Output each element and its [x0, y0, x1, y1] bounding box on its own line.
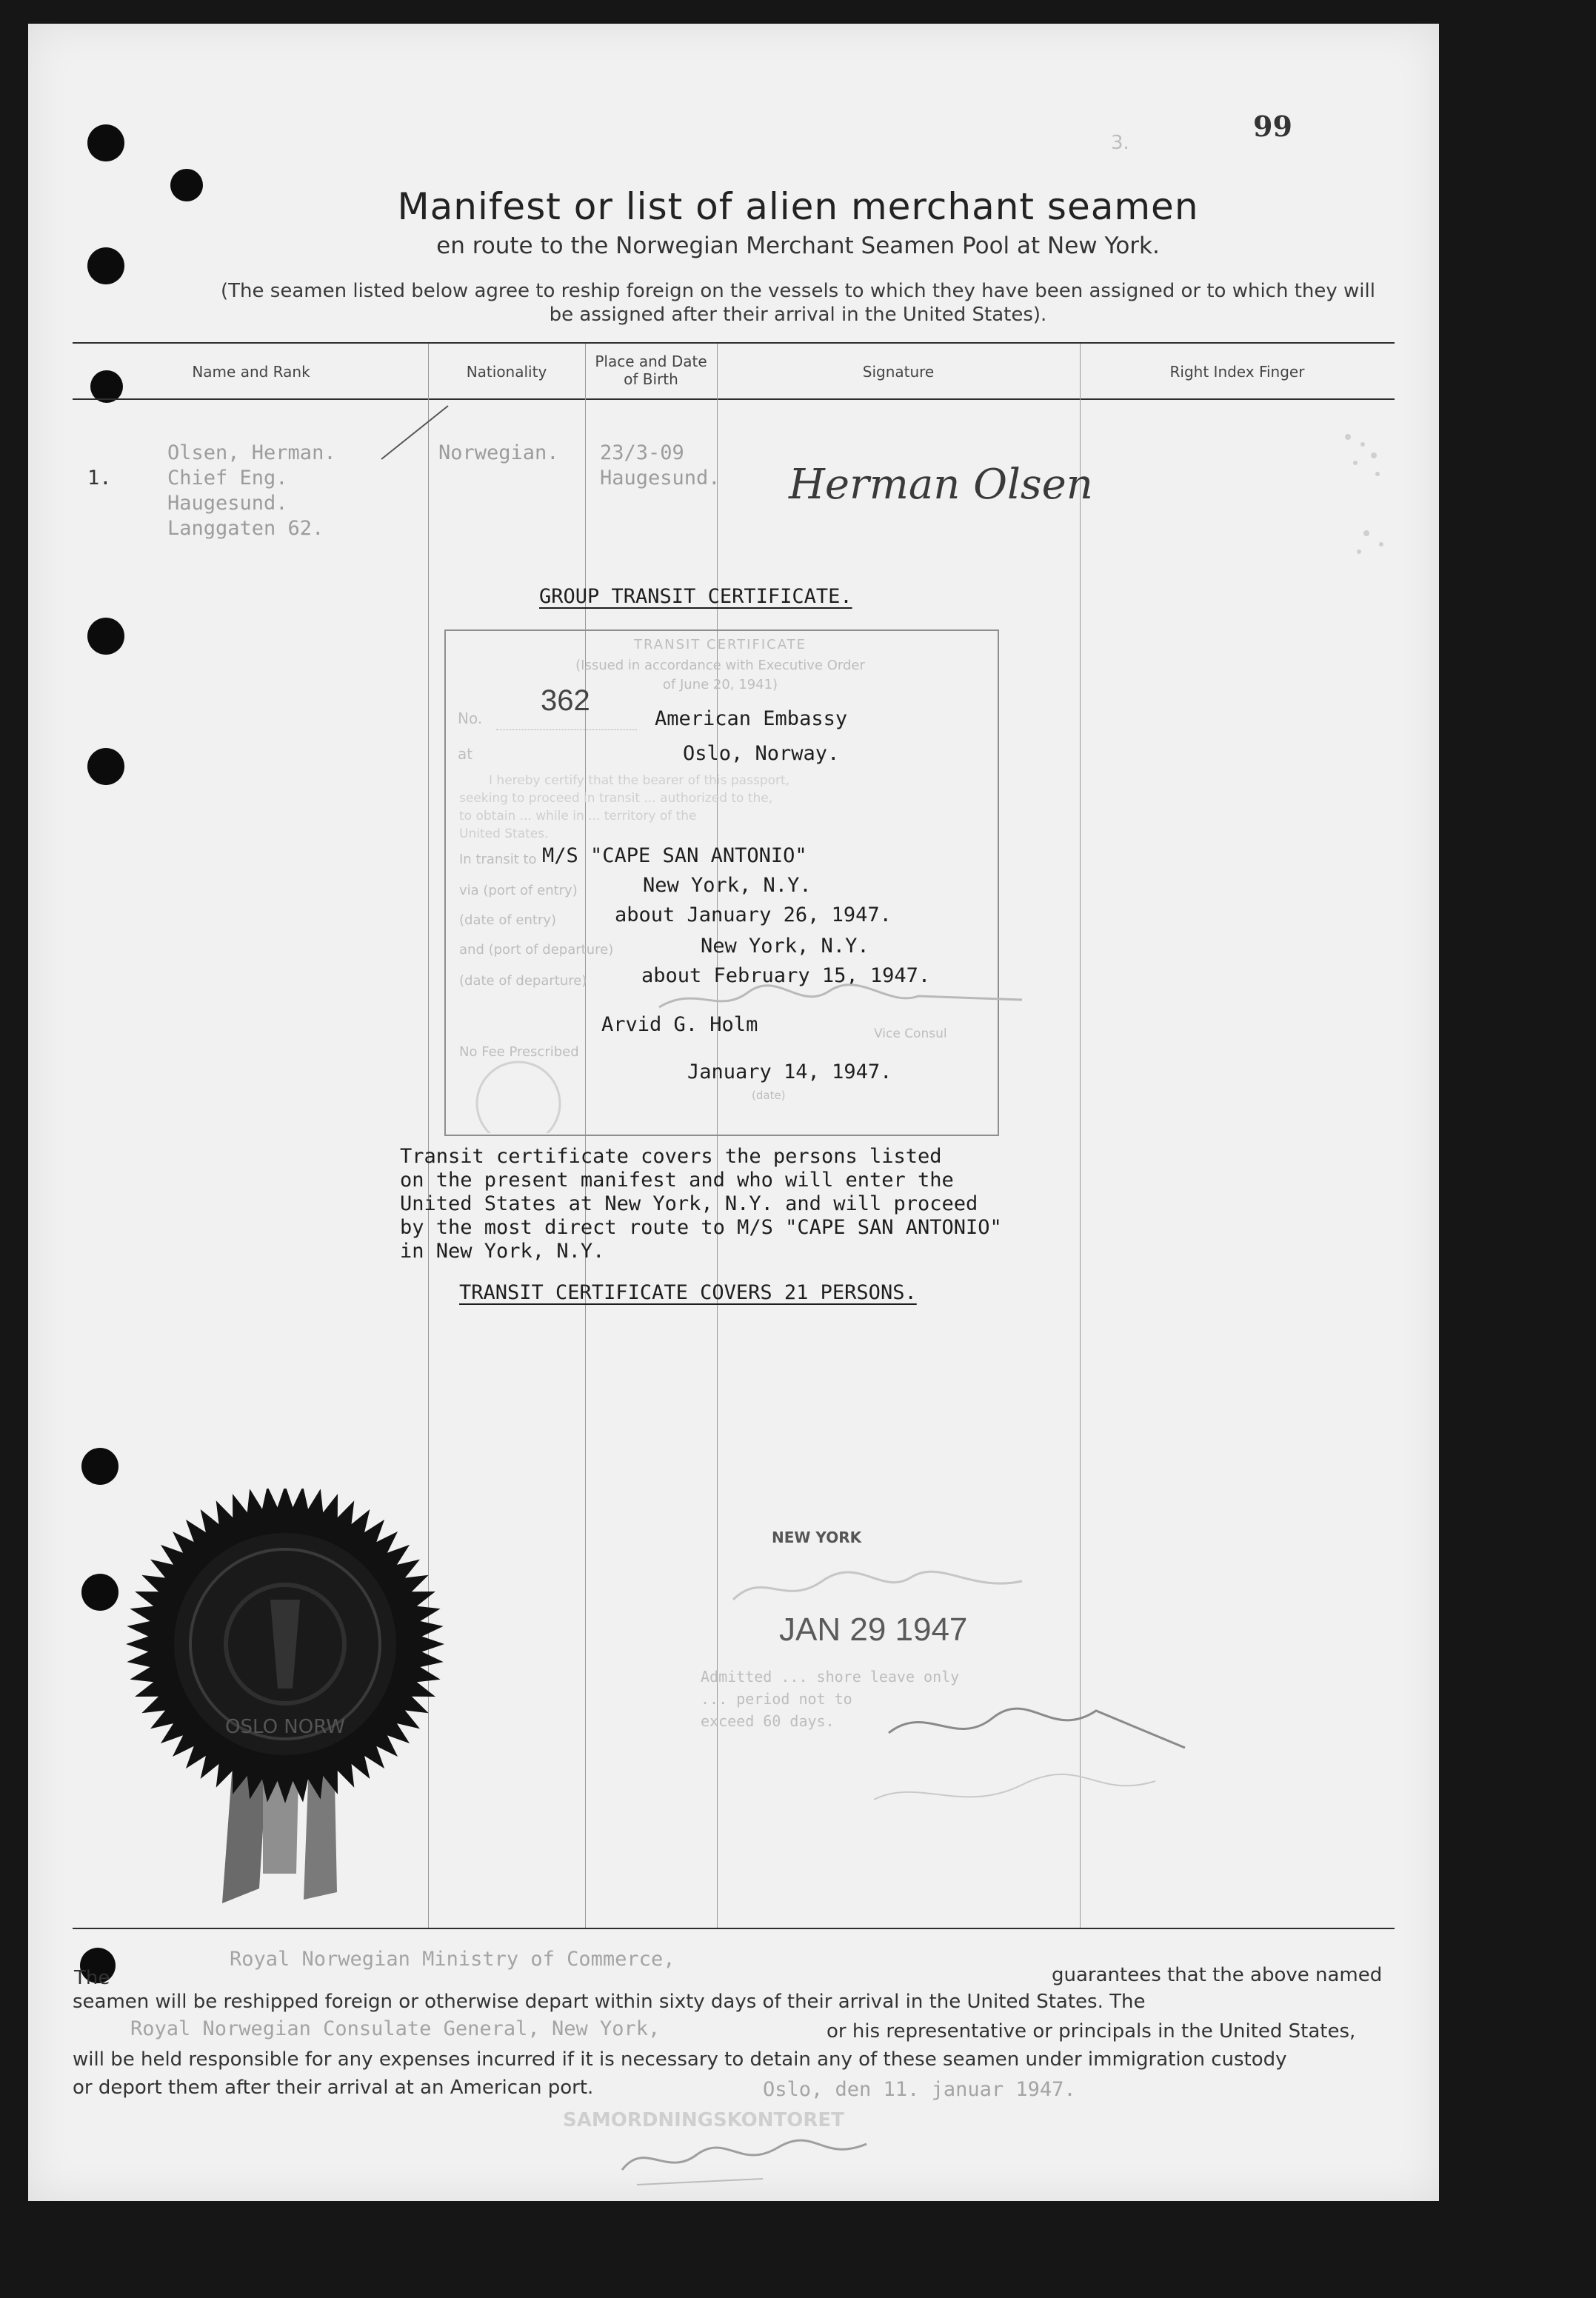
stamp-date: JAN 29 1947 [779, 1611, 968, 1648]
form-issued: (Issued in accordance with Executive Order [575, 658, 865, 673]
fingerprint-smudge [1318, 422, 1400, 570]
footer-line4: will be held responsible for any expenses incurred if it is necessary to detain any of these seamen under immigration custody [73, 2048, 1287, 2071]
footer-ministry: Royal Norwegian Ministry of Commerce, [230, 1948, 675, 1971]
group-certificate-heading: GROUP TRANSIT CERTIFICATE. [539, 585, 852, 608]
coverage-line1: Transit certificate covers the persons listed [400, 1145, 942, 1168]
form-transit-label: In transit to [459, 852, 537, 867]
coverage-line3: United States at New York, N.Y. and will proceed [400, 1192, 978, 1215]
form-order: of June 20, 1941) [662, 677, 778, 692]
column-header-finger: Right Index Finger [1169, 363, 1305, 381]
entry-name-line2: Chief Eng. [167, 467, 288, 490]
vessel-name: M/S "CAPE SAN ANTONIO" [542, 844, 807, 867]
form-date-entry-label: (date of entry) [459, 912, 557, 928]
column-header-nationality: Nationality [466, 363, 547, 381]
consul-name: Arvid G. Holm [601, 1013, 758, 1036]
form-printed-line3: to obtain ... while in ... territory of the [459, 809, 697, 824]
footer-place-date: Oslo, den 11. januar 1947. [763, 2078, 1076, 2101]
port-of-departure: New York, N.Y. [701, 935, 869, 958]
entry-nationality: Norwegian. [438, 441, 559, 464]
header-note-line2: be assigned after their arrival in the United States). [549, 304, 1047, 326]
form-date-departure-label: (date of departure) [459, 973, 587, 989]
stamp-line1: Admitted ... shore leave only [701, 1668, 960, 1686]
date-of-departure: about February 15, 1947. [641, 964, 931, 987]
table-top-rule [73, 342, 1395, 344]
consul-title: Vice Consul [874, 1026, 947, 1041]
embassy-line2: Oslo, Norway. [683, 742, 840, 765]
footer-guarantees: guarantees that the above named [1052, 1964, 1383, 1986]
date-of-entry: about January 26, 1947. [615, 903, 892, 926]
footer-consulate: Royal Norwegian Consulate General, New York, [130, 2017, 661, 2040]
entry-signature: Herman Olsen [789, 461, 1093, 509]
certificate-number: 362 [541, 684, 590, 717]
punch-hole [87, 124, 124, 161]
wax-seal [111, 1489, 459, 1918]
footer-signature [615, 2125, 881, 2192]
punch-hole [87, 618, 124, 655]
footer-line2: seamen will be reshipped foreign or otherwise depart within sixty days of their arrival in the United States. The [73, 1991, 1146, 2013]
stamp-city: NEW YORK [772, 1529, 862, 1546]
page-subtitle: en route to the Norwegian Merchant Seamen Pool at New York. [436, 233, 1160, 259]
footer-the: The [74, 1967, 110, 1989]
coverage-total: TRANSIT CERTIFICATE COVERS 21 PERSONS. [459, 1281, 917, 1304]
coverage-line4: by the most direct route to M/S "CAPE SAN ANTONIO" [400, 1216, 1002, 1239]
form-no-label: No. [458, 709, 483, 727]
header-note-line1: (The seamen listed below agree to reship foreign on the vessels to which they have been assigned or to which they will [221, 280, 1375, 302]
certificate-date: January 14, 1947. [687, 1061, 892, 1083]
form-printed-line1: I hereby certify that the bearer of this passport, [489, 773, 790, 788]
stamp-signature [874, 1689, 1192, 1822]
column-header-birth-line1: Place and Date [595, 353, 707, 370]
footer-rule [73, 1928, 1395, 1929]
form-number-underline [496, 729, 637, 730]
stamp-line2: ... period not to [701, 1690, 852, 1708]
form-printed-line4: United States. [459, 826, 549, 841]
coverage-line5: in New York, N.Y. [400, 1240, 605, 1263]
footer-line5: or deport them after their arrival at an American port. [73, 2077, 594, 2099]
punch-hole [81, 1448, 118, 1485]
port-of-entry: New York, N.Y. [643, 874, 812, 897]
entry-number: 1. [87, 467, 112, 490]
page-title: Manifest or list of alien merchant seamen [397, 185, 1199, 228]
entry-name-line3: Haugesund. [167, 492, 288, 515]
date-label: (date) [752, 1089, 786, 1102]
table-header-rule [73, 398, 1395, 400]
seal-text: OSLO NORW [225, 1716, 345, 1738]
column-header-signature: Signature [862, 363, 935, 381]
form-port-departure-label: and (port of departure) [459, 942, 614, 958]
embassy-line1: American Embassy [655, 707, 848, 730]
footer-stamp: SAMORDNINGSKONTORET [563, 2109, 844, 2131]
inspector-signature [726, 1555, 1044, 1614]
column-header-birth-line2: of Birth [624, 370, 678, 388]
punch-hole [87, 748, 124, 785]
entry-name-line4: Langgaten 62. [167, 517, 324, 540]
page-number: 99 [1253, 110, 1292, 143]
column-header-birth [585, 353, 717, 388]
no-fee-prescribed: No Fee Prescribed [459, 1044, 579, 1060]
entry-name-line1: Olsen, Herman. [167, 441, 336, 464]
entry-birth-place: Haugesund. [600, 467, 721, 490]
coverage-line2: on the present manifest and who will enter the [400, 1169, 954, 1192]
corner-mark: 3. [1111, 132, 1129, 154]
entry-birth-date: 23/3-09 [600, 441, 684, 464]
form-at-label: at [458, 745, 473, 763]
form-via-label: via (port of entry) [459, 883, 578, 898]
form-printed-line2: seeking to proceed in transit ... authorized to the, [459, 791, 773, 806]
column-header-name: Name and Rank [192, 363, 310, 381]
stamp-line3: exceed 60 days. [701, 1712, 835, 1730]
footer-representative: or his representative or principals in the United States, [827, 2020, 1356, 2043]
embossed-seal-faint [452, 1052, 585, 1133]
form-title: TRANSIT CERTIFICATE [634, 637, 807, 652]
